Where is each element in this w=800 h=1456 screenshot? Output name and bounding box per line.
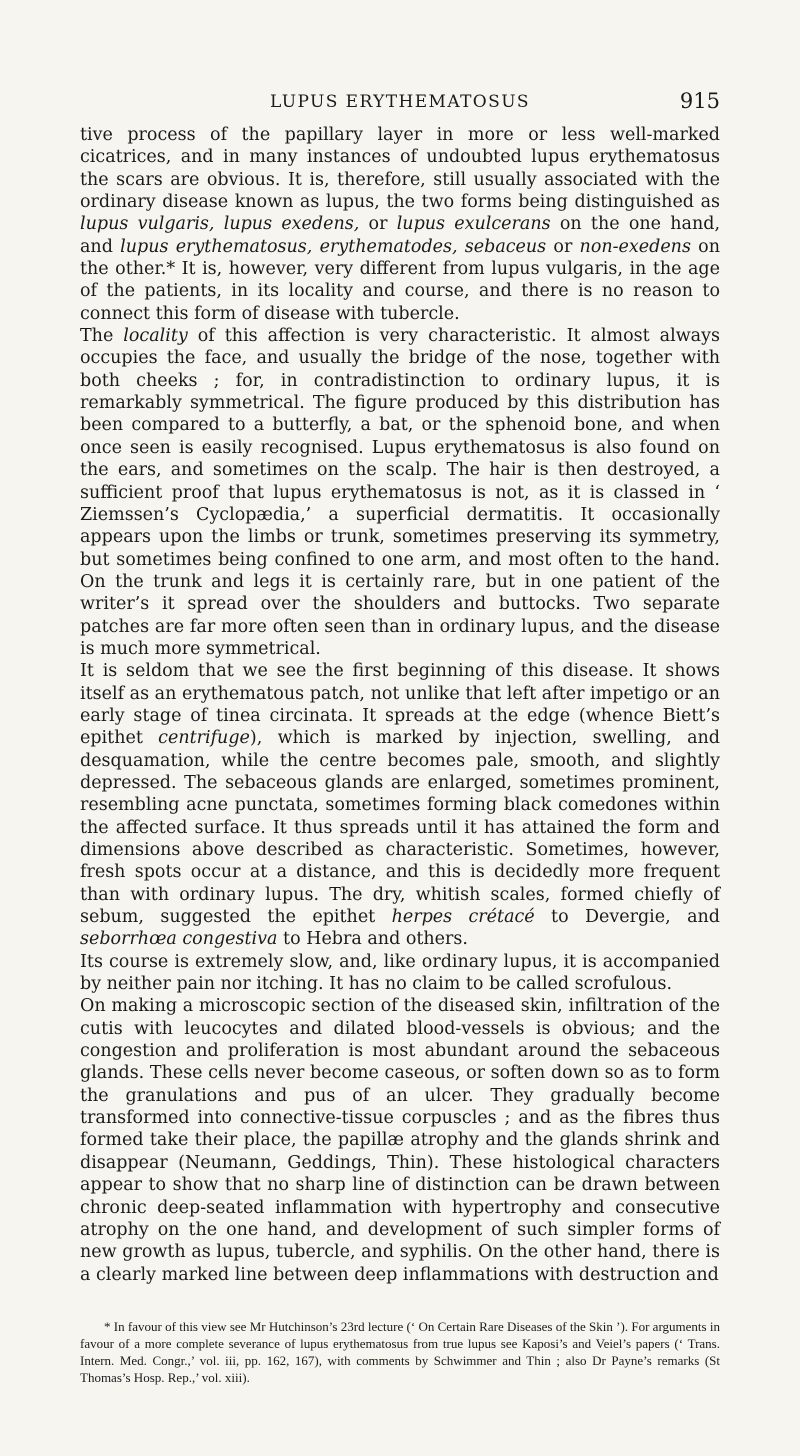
italic-term: herpes crétacé (391, 907, 535, 928)
italic-term: locality (123, 326, 188, 347)
text-run: tive process of the papillary layer in more or less well-marked cicatrices, and in many instances of undoubted lupus erythematosus the scars are obvious. It is, therefore, still usually associated with the ordinary disease known as lupus, the two forms being distinguished as (80, 125, 720, 213)
italic-term: lupus vulgaris, lupus exedens, (80, 214, 360, 235)
text-run: to Devergie, and (534, 907, 720, 928)
text-run: on the one hand, and (80, 214, 721, 257)
body-paragraph (80, 660, 720, 950)
text-run: Its course is extremely slow, and, like ordinary lupus, it is accompanied by neither pain nor itching. It has no claim to be called scrofulous. (80, 951, 720, 995)
italic-term: centrifuge (158, 728, 250, 749)
text-run: The (80, 326, 124, 347)
italic-term: seborrhœa congestiva (80, 929, 278, 950)
body-paragraph (80, 124, 720, 325)
body-paragraph (80, 951, 720, 996)
text-run: It is seldom that we see the first beginning of this disease. It shows itself as an erythematous patch, not unlike that left after impetigo or an early stage of tinea circinata. It spreads at the edge (whence Biett’s epithet (80, 661, 720, 749)
body-paragraph (80, 995, 720, 1285)
text-run: ), which is marked by injection, swelling, and desquamation, while the centre becomes pale, smooth, and slightly depressed. The sebaceous glands are enlarged, sometimes prominent, resembling acne punctata, sometimes forming black comedones within the affected surface. It thus spreads until it has attained the form and dimensions above described as characteristic. Sometimes, however, fresh spots occur at a distance, and this is decidedly more frequent than with ordinary lupus. The dry, whitish scales, formed chiefly of sebum, suggested the epithet (80, 728, 720, 928)
footnote-text: * In favour of this view see Mr Hutchinson’s 23rd lecture (‘ On Certain Rare Diseases of the Skin ’). For arguments in favour of a more complete severance of lupus erythematosus from true lupus see Kaposi’s and Veiel’s papers (‘ Trans. Intern. Med. Congr.,’ vol. iii, pp. 162, 167), with comments by Schwimmer and Thin ; also Dr Payne’s remarks (St Thomas’s Hosp. Rep.,’ vol. xiii). (80, 1319, 720, 1385)
italic-term: lupus erythematosus, erythematodes, sebaceus (120, 236, 547, 257)
footnote (80, 1318, 720, 1386)
text-run: or (359, 214, 397, 235)
body-paragraph (80, 325, 720, 660)
page-number: 915 (679, 89, 720, 113)
text-run: or (546, 236, 580, 257)
running-head (0, 89, 800, 116)
running-head-title: LUPUS ERYTHEMATOSUS (270, 92, 530, 112)
body-text (80, 124, 720, 1286)
text-run: On making a microscopic section of the diseased skin, infiltration of the cutis with leucocytes and dilated blood-vessels is obvious; and the congestion and proliferation is most abundant around the sebaceous glands. These cells never become caseous, or soften down so as to form the granulations and pus of an ulcer. They gradually become transformed into connective-tissue corpuscles ; and as the fibres thus formed take their place, the papillæ atrophy and the glands shrink and disappear (Neumann, Geddings, Thin). These histological characters appear to show that no sharp line of distinction can be drawn between chronic deep-seated inflammation with hypertrophy and consecutive atrophy on the one hand, and development of such simpler forms of new growth as lupus, tubercle, and syphilis. On the other hand, there is a clearly marked line between deep inflammations with destruction and (80, 996, 720, 1285)
text-run: to Hebra and others. (277, 929, 468, 950)
text-run: of this affection is very characteristic. It almost always occupies the face, and usually the bridge of the nose, together with both cheeks ; for, in contradistinction to ordinary lupus, it is remarkably symmetrical. The figure produced by this distribution has been compared to a butterfly, a bat, or the sphenoid bone, and when once seen is easily recognised. Lupus erythematosus is also found on the ears, and sometimes on the scalp. The hair is then destroyed, a sufficient proof that lupus erythematosus is not, as it is classed in ‘ Ziemssen’s Cyclopædia,’ a superficial dermatitis. It occasionally appears upon the limbs or trunk, sometimes preserving its symmetry, but sometimes being confined to one arm, and most often to the hand. On the trunk and legs it is certainly rare, but in one patient of the writer’s it spread over the shoulders and buttocks. Two separate patches are far more often seen than in ordinary lupus, and the disease is much more symmetrical. (80, 326, 720, 659)
italic-term: non-exedens (579, 236, 691, 257)
text-run: on the other.* It is, however, very different from lupus vulgaris, in the age of the patients, in its locality and course, and there is no reason to connect this form of disease with tubercle. (80, 236, 720, 324)
italic-term: lupus exulcerans (396, 214, 551, 235)
